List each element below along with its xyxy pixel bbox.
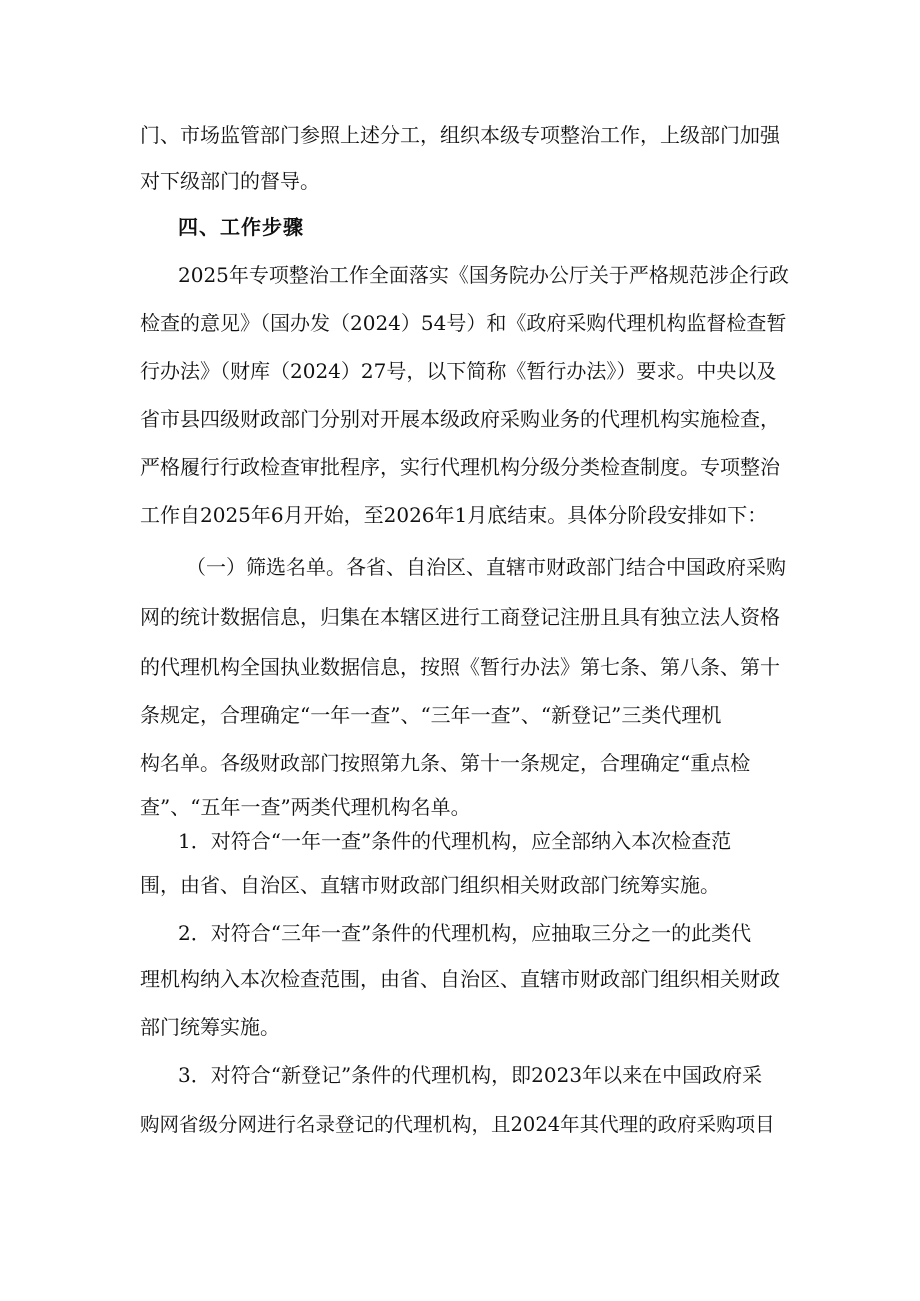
step1-line-4: 条规定，合理确定“一年一查”、“三年一查”、“新登记”三类代理机	[140, 703, 722, 727]
intro-line-4: 省市县四级财政部门分别对开展本级政府采购业务的代理机构实施检查，	[140, 407, 780, 431]
step1-line-2: 网的统计数据信息，归集在本辖区进行工商登记注册且具有独立法人资格	[140, 605, 780, 629]
intro-line-3: 行办法》（财库（2024）27号，以下简称《暂行办法》）要求。中央以及	[140, 359, 777, 383]
continuation-line-2: 对下级部门的督导。	[140, 169, 320, 193]
step1-line-3: 的代理机构全国执业数据信息，按照《暂行办法》第七条、第八条、第十	[140, 655, 780, 679]
item3-line-2: 购网省级分网进行名录登记的代理机构，且2024年其代理的政府采购项目	[140, 1113, 775, 1136]
item2-line-1: 2．对符合“三年一查”条件的代理机构，应抽取三分之一的此类代	[178, 921, 752, 945]
item1-line-1: 1．对符合“一年一查”条件的代理机构，应全部纳入本次检查范	[178, 829, 732, 853]
section-heading: 四、工作步骤	[178, 215, 304, 239]
item1-line-2: 围，由省、自治区、直辖市财政部门组织相关财政部门统筹实施。	[140, 873, 720, 897]
intro-line-2: 检查的意见》（国办发（2024）54号）和《政府采购代理机构监督检查暂	[140, 311, 787, 335]
step1-line-5: 构名单。各级财政部门按照第九条、第十一条规定，合理确定“重点检	[140, 751, 751, 775]
intro-line-1: 2025年专项整治工作全面落实《国务院办公厅关于严格规范涉企行政	[178, 263, 789, 287]
intro-line-6: 工作自2025年6月开始，至2026年1月底结束。具体分阶段安排如下：	[140, 503, 768, 527]
intro-line-5: 严格履行行政检查审批程序，实行代理机构分级分类检查制度。专项整治	[140, 455, 780, 479]
item2-line-3: 部门统筹实施。	[140, 1015, 280, 1039]
continuation-line-1: 门、市场监管部门参照上述分工，组织本级专项整治工作，上级部门加强	[140, 123, 780, 147]
step1-line-6: 查”、“五年一查”两类代理机构名单。	[140, 795, 471, 819]
item2-line-2: 理机构纳入本次检查范围，由省、自治区、直辖市财政部门组织相关财政	[140, 967, 780, 991]
item3-line-1: 3．对符合“新登记”条件的代理机构，即2023年以来在中国政府采	[178, 1063, 763, 1087]
step1-line-1: （一）筛选名单。各省、自治区、直辖市财政部门结合中国政府采购	[186, 555, 786, 579]
